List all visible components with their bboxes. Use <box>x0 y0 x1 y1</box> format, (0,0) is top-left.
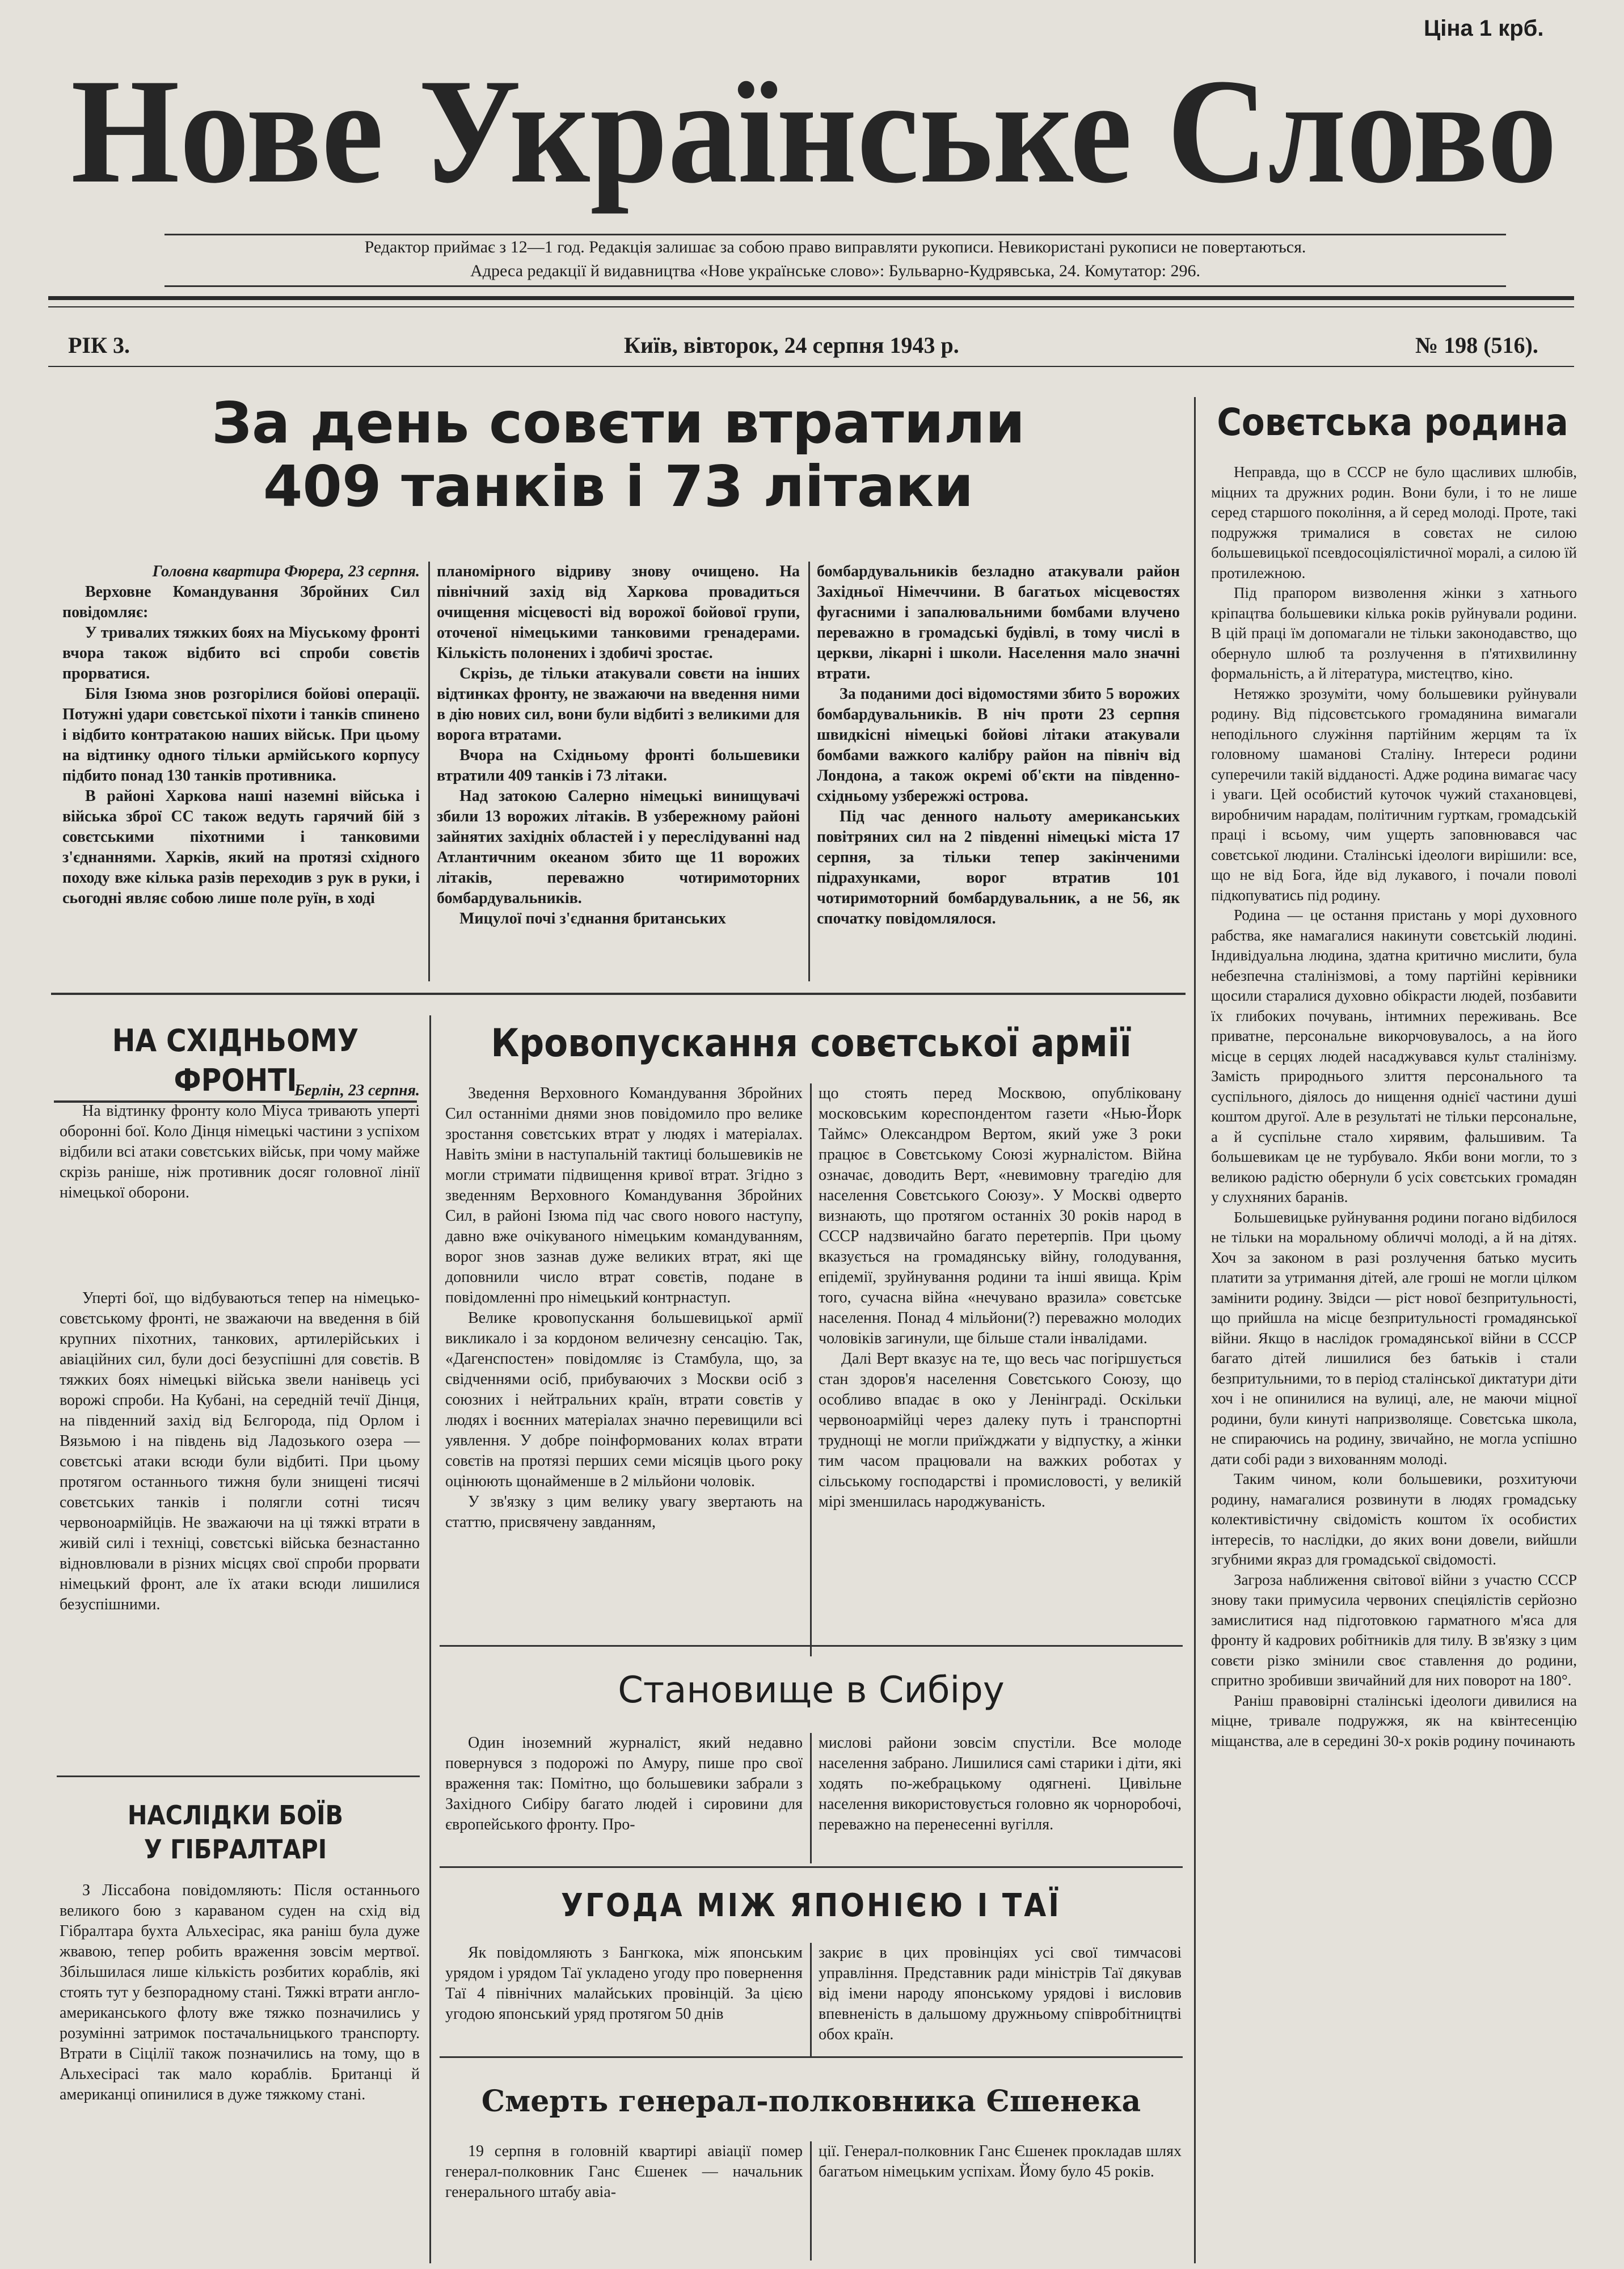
sybir-title: Становище в Сибіру <box>618 1669 1005 1711</box>
masthead-rule <box>48 296 1574 300</box>
sovetska-rodyna-body <box>1211 462 1577 1751</box>
column-divider-right <box>1194 397 1196 2263</box>
krovopuskannia-title: Кровопускання совєтської армії <box>491 1021 1132 1066</box>
krovo-paragraph: Зведення Верховного Командування Збройних Сил останніми днями знов повідомило про велике зростання совєтських втрат у людях і матеріалах. Навіть зміни в наступальній тактиці большевиків не могли стримати підвищення кривої втрат. Згідно з зведенням Верховного Командування Збройних Сил, в районі Ізюма під час свого нового наступу, давно вже очікуваного німецьким командуванням, ворог знов зазнав дуже великих втрат, які ще доповнили число втрат совєтів, подане в повідомленні про німецький контрнаступ. <box>445 1085 803 1306</box>
naslidky-body <box>60 1880 420 2105</box>
lead-headline <box>62 391 1174 518</box>
rodyna-paragraph: Нетяжко зрозуміти, чому большевики руйнували родину. Від підсовєтського громадянина вимагали неподільного служіння партійним жерцям та їх головному шаманові Сталіну. Інтереси родини суперечили такій відданості. Адже родина вимагає часу і уваги. Цей особистий куточок чужий стахановцеві, виробничим нарадам, політичним гурткам, громадській праці і всьому, чим ущерть заповнювався час совєтської людини. Сталінські ідеологи вирішили: все, що не від Бога, йде від лукавого, і почали поволі підкопуватись під родину. <box>1211 685 1577 904</box>
section-rule <box>440 1645 1183 1647</box>
lead-paragraph: Під час денного нальоту американських повітряних сил на 2 південні німецькі міста 17 серпня, за тільки тепер закінченими підрахунками, ворог втратив 101 чотиримоторний бомбардувальник, а не 56, як спочатку повідомлялося. <box>817 808 1180 927</box>
sybir-paragraph: Один іноземний журналіст, який недавно повернувся з подорожі по Амуру, пише про свої враження так: Помітно, що большевики забрали з Західного Сибіру багато людей і сировини для європейського фронту. Про- <box>445 1734 803 1833</box>
uhoda-column-1 <box>445 1943 803 2025</box>
skhidnii-front-title: НА СХІДНЬОМУ ФРОНТІ <box>54 1021 417 1103</box>
lead-paragraph: бомбардувальників безладно атакували район Західньої Німеччини. В багатьох місцевостях фугасними і запалювальними бомбами влучено переважно в громадські будівлі, в тому числі в церкви, лікарні і школи. Населення мало значні втрати. <box>817 563 1180 682</box>
sybir-paragraph: мислові райони зовсім спустіли. Все молоде населення забрано. Лишилися самі старики і діти, які ходять по-жебрацькому одягнені. Цивільне населення використовується головно як чорноробочі, переважно на перенесенні вугілля. <box>819 1734 1182 1833</box>
uhoda-paragraph: Як повідомляють з Бангкока, між японським урядом і урядом Таї укладено угоду про повернення Таї 4 північних малайських провінцій. За цією угодою японський уряд протягом 50 днів <box>445 1944 803 2023</box>
lead-paragraph: Над затокою Салерно німецькі винищувачі збили 13 ворожих літаків. В узбережному районі зайнятих західніх областей і у переслідуванні над Атлантичним океаном збито ще 11 ворожих літаків, переважно чотиримоторних бомбардувальників. <box>437 787 800 907</box>
krovo-paragraph: Велике кровопускання большевицької армії викликало і за кордоном величезну сенсацію. Так, «Дагенспостен» повідомляє із Стамбула, що, за свідченнями осіб, прибуваючих з Москви осіб з союзних і нейтральних країн, втрати совєтів у людях і воєнних матеріалах значно перевищили всі уявлення. У добре поінформованих колах втрати совєтів на протязі перших семи місяців цього року оцінюють щонайменше в 2 мільйони чоловік. <box>445 1309 803 1490</box>
krovo-paragraph: що стоять перед Москвою, опубліковану московським кореспондентом газети «Нью-Йорк Таймс» Олександром Вертом, який уже 3 роки працює в Совєтському Союзі журналістом. Війна означає, доводить Верт, «невимовну трагедію для населення Совєтського Союзу». У Москві одверто визнають, що протягом останніх 30 років народ в СССР надзвичайно багато перетерпів. При цьому вказується на громадянську війну, голодування, епідемії, зруйнування родини та інші явища. Крім того, сучасна війна «нечувано вразила» совєтське населення. Понад 4 мільйони(?) переважно молодих чоловіків загинули, ще більше стали інвалідами. <box>819 1085 1182 1347</box>
column-divider <box>810 1943 812 2056</box>
naslidky-title-line-1: НАСЛІДКИ БОЇВ <box>127 1800 344 1831</box>
lead-paragraph: Вчора на Східньому фронті большевики втратили 409 танків і 73 літаки. <box>437 747 800 785</box>
lead-paragraph: За поданими досі відомостями збито 5 ворожих бомбардувальників. В ніч проти 23 серпня швидкісні німецькі бойові літаки атакували бомбами важкого калібру район на північ від Лондона, а також окремі об'єкти на південно-східньому узбережжі острова. <box>817 685 1180 805</box>
skhidnii-front-body <box>60 1081 420 1615</box>
smert-column-1 <box>445 2141 803 2203</box>
rodyna-paragraph: Таким чином, коли большевики, розхитуючи родину, намагалися розвинути в людях громадську колективістичну свідомість коштом їх особистих інтересів, то наслідки, до яких вони довели, вийшли згубними якраз для громадської свідомості. <box>1211 1470 1577 1568</box>
sybir-column-2 <box>819 1733 1182 1835</box>
rodyna-paragraph: Загроза наближення світової війни з участю СССР знову таки примусила червоних спеціялістів серйозно замислитися над підготовкою гарматного м'яса для фронту й кадрових робітників для тилу. В зв'язку з цим совєти різко змінили своє ставлення до родини, спритно зробивши звичайний для них поворот на 180°. <box>1211 1571 1577 1689</box>
smert-column-2 <box>819 2141 1182 2182</box>
section-rule <box>57 1775 420 1777</box>
rodyna-paragraph: Під прапором визволення жінки з хатнього кріпацтва большевики кілька років руйнували родини. В цій праці їм допомагали не тільки законодавство, що обернуло шлюб та розлучення в п'ятихвилинну формальність, а й література, мистецтво, кіно. <box>1211 584 1577 682</box>
naslidky-paragraph: З Ліссабона повідомляють: Після останнього великого бою з караваном суден на схід від Гібралтара бухта Альхесірас, яка раніш була дуже жвавою, тепер робить враження зовсім мертвої. Збільшилася лише кількість розбитих кораблів, які стоять тут у безпорадному стані. Тяжкі втрати англо-американського флоту вже тяжко позначились у розумінні затримок постачальницького транспорту. Втрати в Сіцілії також позначились на тому, що в Альхесірасі так мало кораблів. Британці й американці опинилися в дуже тяжкому стані. <box>60 1882 420 2103</box>
section-rule <box>440 2056 1183 2058</box>
lead-paragraph: планомірного відриву знову очищено. На північний захід від Харкова провадиться очищення місцевості від ворожої бойової групи, оточеної німецькими танковими гренадерами. Кількість полонених і здобичі зростає. <box>437 563 800 662</box>
rodyna-paragraph: Большевицьке руйнування родини погано відбилося не тільки на моральному обличчі молоді, а й на дітях. Хоч за законом в разі розлучення батько мусить платити за утримання дітей, але гроші не могли цілком замінити родину. Звідси — ріст нової безпритульності, що прийшла на місце безпритульності громадянської війни. Якщо в наслідок громадянської війни в СССР багато дітей лишилися без батьків і стали безпритульними, то в період сталінської диктатури діти хоч і не опинилися на вулиці, але, не маючи міцної родини, були кинуті напризволяще. Совєтська школа, не спираючись на родину, звичайно, не могла успішно дати собі ради з вихованням молоді. <box>1211 1208 1577 1467</box>
lead-paragraph: В районі Харкова наші наземні війська і війська зброї СС також ведуть гарячий бій з совєтськими піхотними і танковими з'єднаннями. Харків, який на протязі східного походу вже кілька разів переходив з рук в руки, і сьогодні являє собою лише поле руїн, в ході <box>62 787 420 907</box>
price: Ціна 1 крб. <box>1424 16 1544 41</box>
imprint-line-2: Адреса редакції й видавництва «Нове українське слово»: Бульварно-Кудрявська, 24. Комутатор: 296. <box>470 262 1200 280</box>
place-date: Київ, вівторок, 24 серпня 1943 р. <box>624 332 959 358</box>
lead-headline-line-1: За день совєти втратили <box>211 390 1026 456</box>
sybir-column-1 <box>445 1733 803 1835</box>
rodyna-paragraph: Родина — це остання пристань у морі духовного рабства, яке намагалися накинути совєтській людині. Індивідуальна людина, здатна критично мислити, була небезпечна сталінізмові, а тому партійні керівники щосили старалися духовно обікрасти людей, позбавити їх глибоких почувань, інтимних переживань. Все приватне, персональне викорчовувалось, а на його місце в серцях людей насаджувався культ сталінізму. Замість природнього злиття персонального та суспільного, діялось до нищення однієї частини душі коштом другої. Але в результаті не тільки персональне, а й суспільне стало хирявим, фальшивим. Та большевикам це не турбувало. Якби вони могли, то з великою радістю обернули б усіх совєтських громадян у слухняних баранів. <box>1211 906 1577 1205</box>
imprint-line-1: Редактор приймає з 12—1 год. Редакція залишає за собою право виправляти рукописи. Невикористані рукописи не повертаються. <box>364 238 1306 256</box>
smert-paragraph: 19 серпня в головній квартирі авіації помер генерал-полковник Ганс Єшенек — начальник генерального штабу авіа- <box>445 2143 803 2201</box>
lead-headline-line-2: 409 танків і 73 літаки <box>263 453 974 520</box>
krovopuskannia-column-1 <box>445 1083 803 1533</box>
lead-paragraph: Біля Ізюма знов розгорілися бойові операції. Потужні удари совєтської піхоти і танків спинено і відбито контратакою наших військ. При цьому на відтинку одного тільки армійського корпусу підбито понад 130 танків противника. <box>62 685 420 785</box>
masthead <box>48 40 1580 227</box>
sovetska-rodyna-title: Совєтська родина <box>1217 400 1568 444</box>
krovo-paragraph: Далі Верт вказує на те, що весь час погіршується стан здоров'я населення Совєтського Союзу, що особливо впадає в око у Ленінграді. Оскільки червоноармійці через далеку путь і транспортні труднощі не могли приїжджати у відпустку, а жінки тим часом працювали на важких роботах у сільському господарстві і промисловості, у великій мірі зменшилась народжуваність. <box>819 1350 1182 1511</box>
smert-title: Смерть генерал-полковника Єшенека <box>481 2084 1141 2119</box>
lead-paragraph: Мицулої почі з'єднання британських <box>459 910 726 927</box>
section-rule <box>51 993 1186 995</box>
krovopuskannia-column-2 <box>819 1083 1182 1512</box>
column-divider <box>810 2141 812 2260</box>
issue-number: № 198 (516). <box>1415 332 1538 358</box>
naslidky-title-line-2: У ГІБРАЛТАРІ <box>144 1834 327 1865</box>
smert-paragraph: ції. Генерал-полковник Ганс Єшенек прокладав шлях багатьом німецьким успіхам. Йому було 45 років. <box>819 2143 1182 2181</box>
dateline-rule <box>48 366 1574 367</box>
front-paragraph: Уперті бої, що відбуваються тепер на німецько-совєтському фронті, не зважаючи на введення в бій крупних піхотних, танкових, артилерійських і авіаційних сил, були досі безуспішні для совєтів. В тяжких боях німецькі війська звели нанівець усі ворожі спроби. На Кубані, на середній течії Дінця, на південний захід від Бєлгорода, під Орлом і Вязьмою і на південь від Ладозького озера — совєтські атаки всюди були відбиті. При цьому протягом останнього тижня були знищені тисячі совєтських танків і полягли сотні тисяч червоноармійців. Не зважаючи на ці тяжкі втрати в живій силі і техніці, совєтські війська безнастанно відновлювали в різних місцях свої спроби прорвати німецький фронт, але їх атаки всюди лишилися безуспішними. <box>60 1289 420 1613</box>
lead-column-1 <box>62 562 420 909</box>
uhoda-paragraph: закриє в цих провінціях усі свої тимчасові управління. Представник ради міністрів Таї дякував від імени народу японському урядові і висловив впевненість в дальшому дружньому співробітництві обох країн. <box>819 1944 1182 2043</box>
lead-paragraph: Верховне Командування Збройних Сил повідомляє: <box>62 583 420 621</box>
rodyna-paragraph: Неправда, що в СССР не було щасливих шлюбів, міцних та дружних родин. Вони були, і то не лише серед старшого покоління, а й серед молоді. Проте, такі подружжя трималися в совєтах не силою большевицької псевдосоціялістичної моралі, а силою їй протилежною. <box>1211 463 1577 581</box>
rodyna-paragraph: Раніш правовірні сталінські ідеологи дивилися на міцне, тривале подружжя, як на квінтесенцію міщанства, але в середині 30-х років родину починають <box>1211 1692 1577 1749</box>
lead-paragraph: У тривалих тяжких боях на Міуському фронті вчора також відбито всі спроби совєтів прорватися. <box>62 624 420 682</box>
lead-paragraph: Скрізь, де тільки атакували совєти на інших відтинках фронту, не зважаючи на введення ними в дію нових сил, вони були відбиті з великими для ворога втратами. <box>437 665 800 744</box>
masthead-title: Нове Українське Слово <box>71 48 1557 214</box>
section-rule <box>440 1866 1183 1868</box>
uhoda-title: УГОДА МІЖ ЯПОНІЄЮ І ТАЇ <box>561 1887 1061 1924</box>
imprint-box <box>164 234 1506 287</box>
column-divider <box>810 1083 812 1656</box>
lead-dateline: Головна квартира Фюрера, 23 серпня. <box>152 563 420 580</box>
year-label: РІК 3. <box>68 332 130 358</box>
column-divider <box>808 562 810 981</box>
lead-column-3 <box>817 562 1180 929</box>
column-divider-left <box>429 1015 431 2263</box>
masthead-rule-thin <box>48 306 1574 307</box>
naslidky-title <box>54 1798 417 1866</box>
column-divider <box>428 562 430 981</box>
uhoda-column-2 <box>819 1943 1182 2045</box>
front-paragraph: На відтинку фронту коло Міуса тривають уперті оборонні бої. Коло Дінця німецькі частини з успіхом відбили всі атаки совєтських військ, при чому майже скрізь раніше, ніж противник досяг головної лінії німецької оборони. <box>60 1102 420 1201</box>
masthead-logo <box>48 40 1580 227</box>
column-divider <box>810 1733 812 1863</box>
lead-column-2 <box>437 562 800 929</box>
krovo-paragraph: У зв'язку з цим велику увагу звертають на статтю, присвячену завданням, <box>445 1493 803 1531</box>
skhidnii-front-dateline: Берлін, 23 серпня. <box>294 1082 420 1099</box>
